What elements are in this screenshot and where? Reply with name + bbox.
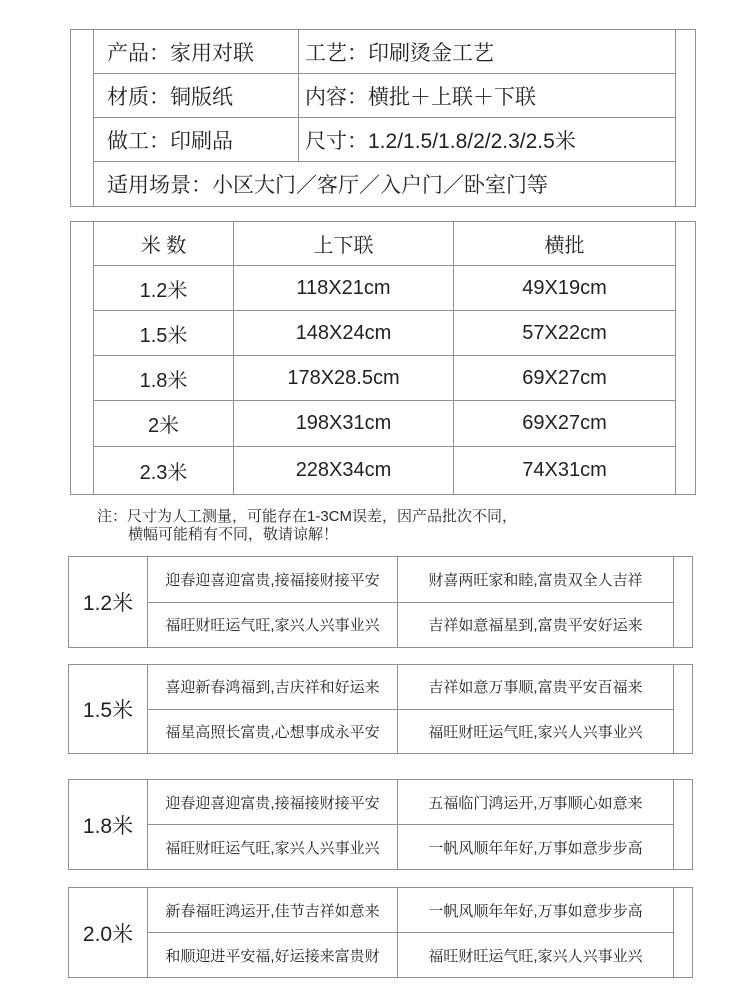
couplet-text: 一帆风顺年年好,万事如意步步高 (397, 825, 673, 869)
couplet-text: 福旺财旺运气旺,家兴人兴事业兴 (397, 933, 673, 977)
size-header-meters: 米 数 (140, 235, 187, 257)
couplet-text: 新春福旺鸿运开,佳节吉祥如意来 (165, 902, 380, 920)
spec-row (94, 118, 675, 162)
size-cell-meters: 1.5米 (139, 324, 188, 347)
couplet-text: 财喜两旺家和睦,富贵双全人吉祥 (397, 557, 673, 602)
size-table (70, 221, 696, 495)
couplet-row (148, 603, 673, 648)
spec-workmanship: 做工：印刷品 (107, 129, 233, 153)
couplet-group-body (147, 888, 674, 977)
couplet-group-size-label: 2.0米 (82, 922, 134, 946)
couplet-group-size-label: 1.2米 (82, 592, 134, 615)
size-cell-banner: 69X27cm (453, 401, 675, 446)
couplet-text: 五福临门鸿运开,万事顺心如意来 (397, 780, 673, 824)
couplet-text: 喜迎新春鸿福到,吉庆祥和好运来 (165, 679, 380, 697)
spec-material: 材质：铜版纸 (107, 85, 233, 109)
size-cell-banner: 69X27cm (453, 356, 675, 400)
couplet-group (68, 664, 693, 754)
size-cell-meters: 1.2米 (139, 279, 188, 302)
couplet-text: 迎春迎喜迎富贵,接福接财接平安 (165, 794, 380, 812)
size-table-header (94, 222, 675, 266)
couplet-row (148, 888, 673, 933)
table-row (94, 311, 675, 356)
couplet-text: 和顺迎进平安福,好运接来富贵财 (165, 947, 380, 965)
couplet-group-body (147, 780, 674, 869)
couplet-row (148, 933, 673, 977)
couplet-group (68, 887, 693, 978)
couplet-text: 福旺财旺运气旺,家兴人兴事业兴 (165, 839, 380, 857)
couplet-text: 吉祥如意万事顺,富贵平安百福来 (397, 665, 673, 709)
couplet-text: 福旺财旺运气旺,家兴人兴事业兴 (165, 617, 380, 635)
size-cell-couplet: 178X28.5cm (233, 356, 453, 400)
size-cell-couplet: 118X21cm (233, 266, 453, 310)
size-cell-meters: 2米 (147, 415, 180, 437)
spec-craft: 工艺：印刷烫金工艺 (298, 30, 675, 73)
spec-scene: 适用场景：小区大门／客厅／入户门／卧室门等 (107, 174, 548, 197)
size-cell-couplet: 148X24cm (233, 311, 453, 355)
size-header-banner: 横批 (453, 222, 675, 265)
couplet-text: 迎春迎喜迎富贵,接福接财接平安 (165, 571, 380, 589)
spec-size: 尺寸：1.2/1.5/1.8/2/2.3/2.5米 (298, 118, 675, 161)
size-cell-banner: 49X19cm (453, 266, 675, 310)
couplet-group (68, 556, 693, 648)
table-row (94, 447, 675, 494)
size-cell-banner: 57X22cm (453, 311, 675, 355)
table-row (94, 356, 675, 401)
spec-table-body (93, 30, 676, 206)
couplet-row (148, 780, 673, 825)
couplet-text: 吉祥如意福星到,富贵平安好运来 (397, 603, 673, 648)
couplet-text: 一帆风顺年年好,万事如意步步高 (397, 888, 673, 932)
couplet-row (148, 665, 673, 710)
couplet-group-body (147, 557, 674, 647)
size-cell-meters: 2.3米 (139, 462, 188, 484)
spec-content: 内容：横批＋上联＋下联 (298, 74, 675, 117)
spec-row (94, 74, 675, 118)
size-cell-couplet: 228X34cm (233, 447, 453, 494)
size-header-couplet: 上下联 (233, 222, 453, 265)
couplet-text: 福旺财旺运气旺,家兴人兴事业兴 (397, 710, 673, 754)
size-cell-meters: 1.8米 (139, 369, 188, 392)
spec-product: 产品：家用对联 (107, 41, 254, 65)
spec-row (94, 30, 675, 74)
size-cell-couplet: 198X31cm (233, 401, 453, 446)
couplet-row (148, 825, 673, 869)
table-row (94, 266, 675, 311)
couplet-row (148, 710, 673, 754)
size-note-line: 横幅可能稍有不同，敬请谅解！ (128, 526, 339, 543)
couplet-text: 福星高照长富贵,心想事成永平安 (165, 723, 380, 741)
couplet-group-size-label: 1.5米 (82, 699, 134, 722)
size-note (97, 508, 517, 544)
couplet-group-body (147, 665, 674, 753)
table-row (94, 401, 675, 447)
size-cell-banner: 74X31cm (453, 447, 675, 494)
spec-row (94, 162, 675, 206)
couplet-group (68, 779, 693, 870)
spec-table (70, 29, 696, 207)
size-note-line: 注：尺寸为人工测量，可能存在1-3CM误差，因产品批次不同， (97, 508, 518, 525)
size-table-body (93, 222, 676, 494)
couplet-group-size-label: 1.8米 (82, 814, 134, 838)
couplet-row (148, 557, 673, 603)
